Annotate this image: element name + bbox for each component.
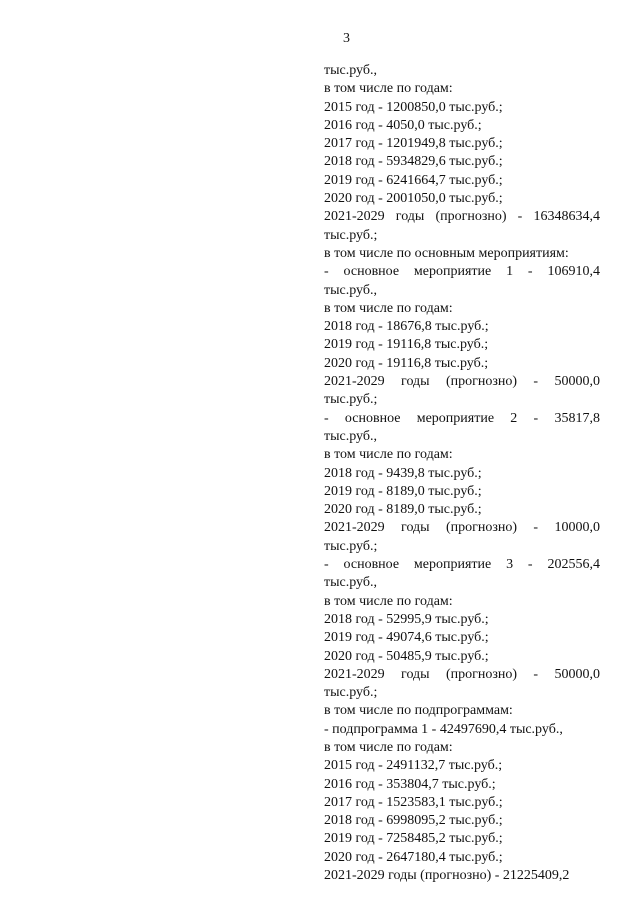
text-word: основное	[343, 557, 400, 573]
text-line: 2015 год - 1200850,0 тыс.руб.;	[324, 99, 503, 115]
text-word: годы	[401, 666, 430, 682]
text-line	[324, 373, 600, 391]
text-word: 2	[510, 410, 518, 426]
text-line: 2020 год - 2001050,0 тыс.руб.;	[324, 191, 503, 207]
text-word: -	[527, 557, 533, 573]
text-word: 2021-2029	[324, 520, 385, 536]
text-line: 2018 год - 6998095,2 тыс.руб.;	[324, 813, 503, 829]
text-line: в том числе по подпрограммам:	[324, 703, 513, 719]
text-word: 10000,0	[554, 520, 600, 536]
text-line	[324, 208, 600, 226]
text-line: 2021-2029 годы (прогнозно) - 21225409,2	[324, 868, 570, 884]
text-line: 2019 год - 7258485,2 тыс.руб.;	[324, 831, 503, 847]
text-line: 2015 год - 2491132,7 тыс.руб.;	[324, 758, 503, 774]
text-line: в том числе по годам:	[324, 81, 453, 97]
text-line: в том числе по годам:	[324, 739, 453, 755]
text-word: основное	[343, 264, 400, 280]
text-line	[324, 263, 600, 281]
text-line: 2019 год - 8189,0 тыс.руб.;	[324, 483, 482, 499]
text-word: 50000,0	[554, 666, 600, 682]
text-line: 2019 год - 49074,6 тыс.руб.;	[324, 630, 489, 646]
text-word: -	[517, 209, 523, 225]
text-line: тыс.руб.,	[324, 282, 377, 298]
text-line: 2016 год - 4050,0 тыс.руб.;	[324, 117, 482, 133]
text-line: в том числе по годам:	[324, 593, 453, 609]
text-word: -	[527, 264, 533, 280]
text-word: 202556,4	[547, 557, 600, 573]
text-line: тыс.руб.,	[324, 63, 377, 78]
text-word: годы	[395, 209, 425, 225]
text-line: тыс.руб.;	[324, 538, 378, 554]
text-word: -	[324, 410, 329, 426]
text-line: тыс.руб.;	[324, 685, 378, 701]
text-word: (прогнозно)	[445, 374, 518, 390]
text-line	[324, 556, 600, 574]
text-line: 2018 год - 9439,8 тыс.руб.;	[324, 465, 482, 481]
text-word: 3	[506, 557, 514, 573]
text-line	[324, 410, 600, 428]
text-line: - подпрограмма 1 - 42497690,4 тыс.руб.,	[324, 721, 563, 737]
text-line: 2018 год - 5934829,6 тыс.руб.;	[324, 154, 503, 170]
text-word: 1	[506, 264, 514, 280]
text-word: -	[324, 557, 329, 573]
text-line: 2019 год - 6241664,7 тыс.руб.;	[324, 172, 503, 188]
text-word: -	[533, 374, 539, 390]
text-word: -	[533, 410, 539, 426]
text-word: (прогнозно)	[435, 209, 507, 225]
text-line	[324, 519, 600, 537]
page-number: 3	[343, 31, 350, 46]
text-word: 2021-2029	[324, 666, 385, 682]
text-word: (прогнозно)	[445, 520, 518, 536]
text-line: 2019 год - 19116,8 тыс.руб.;	[324, 337, 489, 353]
text-word: 106910,4	[547, 264, 600, 280]
text-word: 2021-2029	[324, 209, 385, 225]
text-word: -	[533, 666, 539, 682]
text-line: тыс.руб.,	[324, 575, 377, 591]
text-word: основное	[344, 410, 401, 426]
text-word: мероприятие	[416, 410, 495, 426]
text-line: 2020 год - 8189,0 тыс.руб.;	[324, 502, 482, 518]
text-line: тыс.руб.;	[324, 227, 378, 243]
text-word: мероприятие	[413, 557, 492, 573]
text-line: в том числе по основным мероприятиям:	[324, 245, 569, 261]
text-word: мероприятие	[413, 264, 492, 280]
text-line: 2016 год - 353804,7 тыс.руб.;	[324, 776, 496, 792]
text-line: в том числе по годам:	[324, 447, 453, 463]
text-line: в том числе по годам:	[324, 300, 453, 316]
financing-text-block	[324, 62, 600, 885]
text-line: 2017 год - 1201949,8 тыс.руб.;	[324, 136, 503, 152]
text-line: тыс.руб.,	[324, 428, 377, 444]
text-line: 2018 год - 52995,9 тыс.руб.;	[324, 611, 489, 627]
text-line: тыс.руб.;	[324, 392, 378, 408]
text-word: (прогнозно)	[445, 666, 518, 682]
text-line: 2018 год - 18676,8 тыс.руб.;	[324, 319, 489, 335]
text-word: -	[533, 520, 539, 536]
text-word: 50000,0	[554, 374, 600, 390]
text-word: 16348634,4	[533, 209, 600, 225]
text-word: годы	[401, 520, 430, 536]
text-line: 2020 год - 2647180,4 тыс.руб.;	[324, 849, 503, 865]
text-line: 2017 год - 1523583,1 тыс.руб.;	[324, 794, 503, 810]
text-line: 2020 год - 19116,8 тыс.руб.;	[324, 355, 489, 371]
text-line: 2020 год - 50485,9 тыс.руб.;	[324, 648, 489, 664]
text-line	[324, 666, 600, 684]
text-word: годы	[401, 374, 430, 390]
text-word: -	[324, 264, 329, 280]
text-word: 2021-2029	[324, 374, 385, 390]
text-word: 35817,8	[554, 410, 600, 426]
